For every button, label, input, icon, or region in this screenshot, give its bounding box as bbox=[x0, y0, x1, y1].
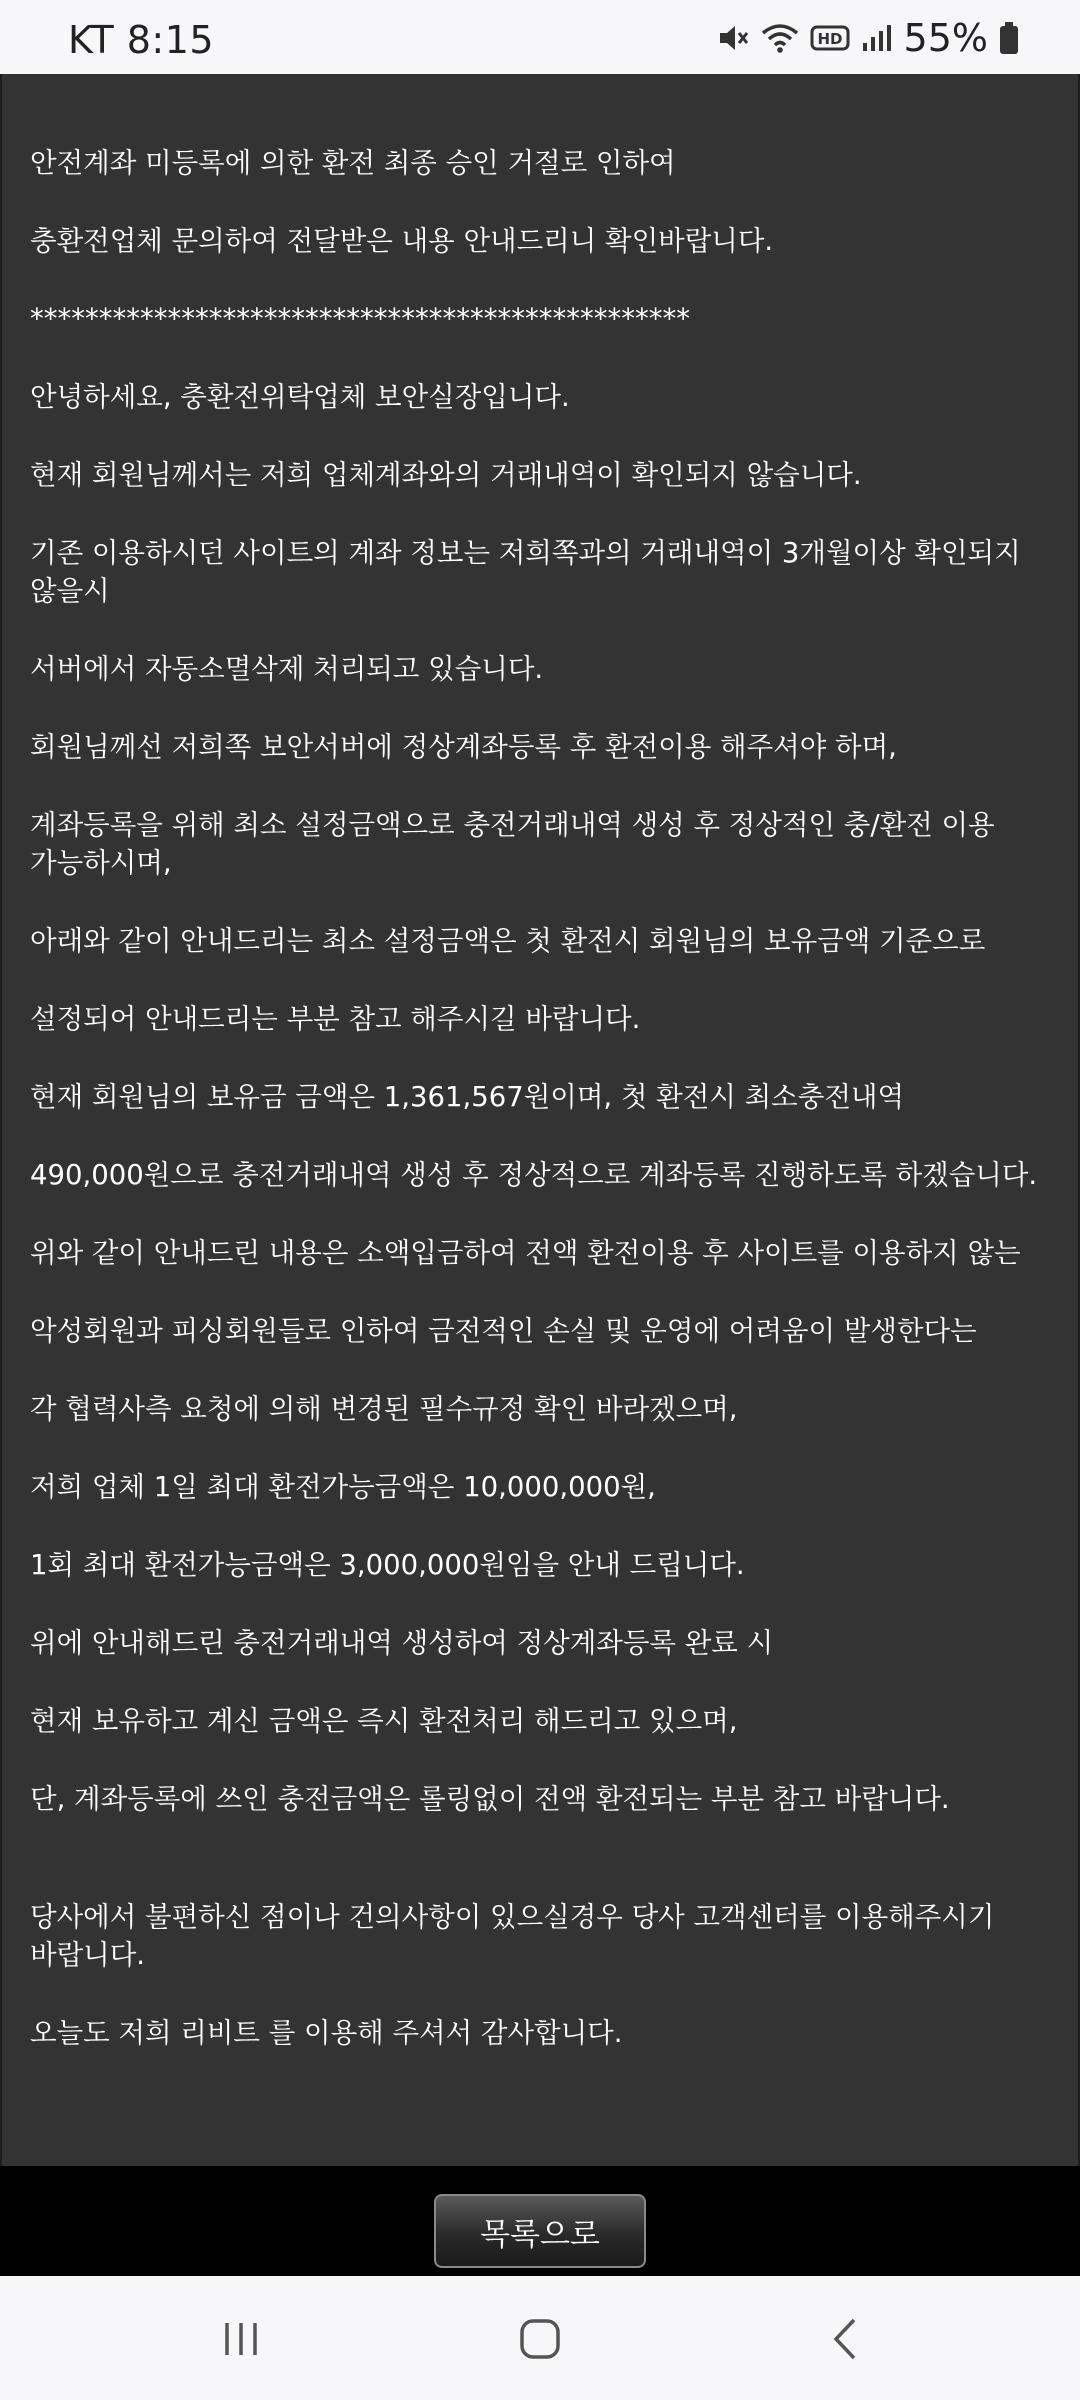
notice-line: 안녕하세요, 충환전위탁업체 보안실장입니다. bbox=[30, 381, 570, 413]
home-button[interactable] bbox=[490, 2304, 590, 2374]
back-icon bbox=[826, 2316, 866, 2362]
wifi-icon bbox=[760, 21, 800, 55]
notice-closing: 오늘도 저희 리비트 를 이용해 주셔서 감사합니다. bbox=[30, 2017, 623, 2049]
notice-line: 계좌등록을 위해 최소 설정금액으로 충전거래내역 생성 후 정상적인 충/환전 이용 가능하시며, bbox=[30, 809, 995, 879]
notice-body bbox=[30, 144, 1050, 2092]
recent-apps-icon bbox=[219, 2317, 263, 2361]
notice-separator: ************************************************ bbox=[30, 303, 690, 335]
carrier-time: KT 8:15 bbox=[68, 18, 215, 62]
battery-percent: 55% bbox=[903, 16, 988, 60]
status-icons bbox=[716, 16, 1020, 60]
back-to-list-button[interactable]: 목록으로 bbox=[434, 2194, 646, 2268]
back-button[interactable] bbox=[796, 2304, 896, 2374]
notice-line: 서버에서 자동소멸삭제 처리되고 있습니다. bbox=[30, 653, 544, 685]
recent-apps-button[interactable] bbox=[191, 2304, 291, 2374]
signal-icon bbox=[860, 21, 894, 55]
notice-line: 저희 업체 1일 최대 환전가능금액은 10,000,000원, bbox=[30, 1471, 656, 1503]
notice-line: 충환전업체 문의하여 전달받은 내용 안내드리니 확인바랍니다. bbox=[30, 225, 774, 257]
notice-line: 위에 안내해드린 충전거래내역 생성하여 정상계좌등록 완료 시 bbox=[30, 1627, 774, 1659]
home-icon bbox=[517, 2316, 563, 2362]
notice-panel bbox=[0, 74, 1080, 2166]
footer-bar bbox=[0, 2166, 1080, 2276]
hd-icon bbox=[810, 21, 850, 55]
system-navigation-bar bbox=[0, 2276, 1080, 2400]
notice-line: 현재 회원님께서는 저희 업체계좌와의 거래내역이 확인되지 않습니다. bbox=[30, 459, 862, 491]
notice-line: 1회 최대 환전가능금액은 3,000,000원임을 안내 드립니다. bbox=[30, 1549, 745, 1581]
notice-line: 현재 보유하고 계신 금액은 즉시 환전처리 해드리고 있으며, bbox=[30, 1705, 738, 1737]
notice-line: 당사에서 불편하신 점이나 건의사항이 있으실경우 당사 고객센터를 이용해주시기 바랍니다. bbox=[30, 1901, 995, 1971]
mute-icon bbox=[716, 21, 750, 55]
notice-line: 악성회원과 피싱회원들로 인하여 금전적인 손실 및 운영에 어려움이 발생한다는 bbox=[30, 1315, 977, 1347]
status-bar bbox=[0, 0, 1080, 74]
notice-line: 기존 이용하시던 사이트의 계좌 정보는 저희쪽과의 거래내역이 3개월이상 확인되지 않을시 bbox=[30, 537, 1021, 607]
notice-line: 아래와 같이 안내드리는 최소 설정금액은 첫 환전시 회원님의 보유금액 기준으로 bbox=[30, 925, 986, 957]
svg-text:HD: HD bbox=[817, 30, 843, 48]
notice-line: 설정되어 안내드리는 부분 참고 해주시길 바랍니다. bbox=[30, 1003, 641, 1035]
notice-line: 안전계좌 미등록에 의한 환전 최종 승인 거절로 인하여 bbox=[30, 147, 676, 179]
notice-line: 단, 계좌등록에 쓰인 충전금액은 롤링없이 전액 환전되는 부분 참고 바랍니다. bbox=[30, 1783, 950, 1815]
notice-line: 위와 같이 안내드린 내용은 소액입금하여 전액 환전이용 후 사이트를 이용하지 않는 bbox=[30, 1237, 1021, 1269]
battery-icon bbox=[998, 20, 1020, 56]
notice-line: 490,000원으로 충전거래내역 생성 후 정상적으로 계좌등록 진행하도록 하겠습니다. bbox=[30, 1159, 1038, 1191]
notice-line: 현재 회원님의 보유금 금액은 1,361,567원이며, 첫 환전시 최소충전내역 bbox=[30, 1081, 905, 1113]
notice-line: 각 협력사측 요청에 의해 변경된 필수규정 확인 바라겠으며, bbox=[30, 1393, 738, 1425]
notice-line: 회원님께선 저희쪽 보안서버에 정상계좌등록 후 환전이용 해주셔야 하며, bbox=[30, 731, 897, 763]
